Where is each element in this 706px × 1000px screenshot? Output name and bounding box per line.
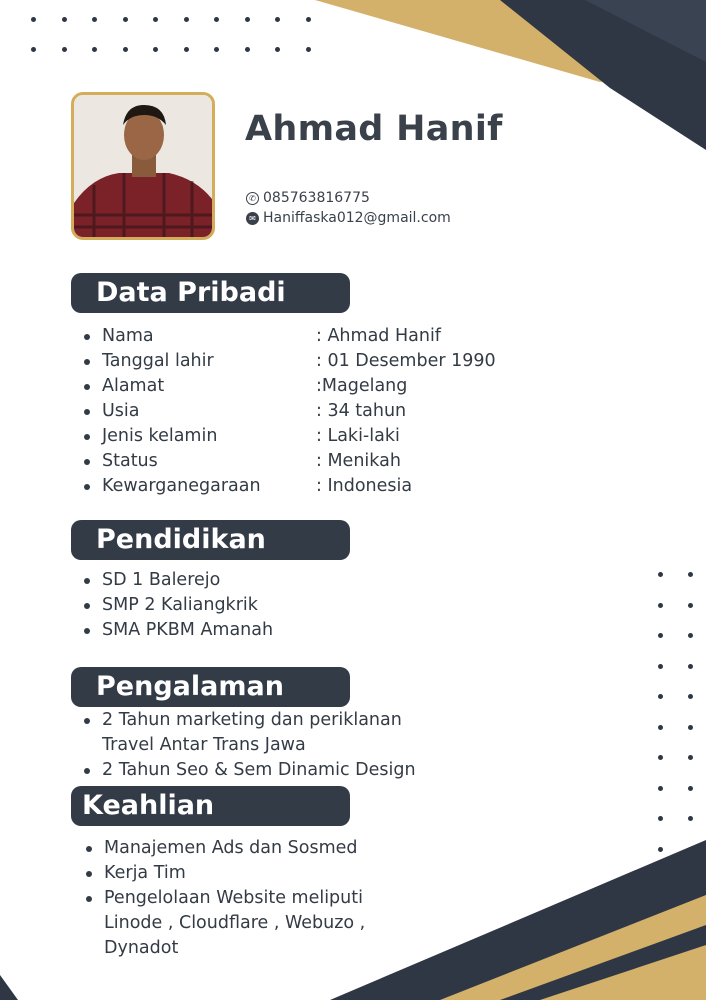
decorative-dot (153, 17, 158, 22)
decorative-dot (688, 603, 693, 608)
email-address: Haniffaska012@gmail.com (263, 210, 451, 226)
education-list (82, 568, 273, 643)
decorative-dot (306, 17, 311, 22)
decorative-dot (658, 572, 663, 577)
decorative-dot (688, 816, 693, 821)
section-title-skills: Keahlian (71, 786, 350, 826)
decorative-dot (688, 755, 693, 760)
decorative-dot (245, 47, 250, 52)
experience-list (82, 708, 416, 783)
section-title-experience: Pengalaman (71, 667, 350, 707)
decorative-dot (658, 755, 663, 760)
decorative-dot (658, 847, 663, 852)
list-item: Tanggal lahir : 01 Desember 1990 (82, 349, 496, 374)
decorative-dot (658, 786, 663, 791)
list-item: Nama : Ahmad Hanif (82, 324, 496, 349)
decorative-dot (658, 816, 663, 821)
phone-icon: ✆ (246, 192, 259, 205)
decorative-dot (688, 633, 693, 638)
decorative-dot (658, 694, 663, 699)
decorative-dot (658, 725, 663, 730)
decorative-dot (214, 17, 219, 22)
decorative-dot (688, 786, 693, 791)
decorative-dot (688, 847, 693, 852)
personal-data-list (82, 324, 496, 499)
skills-list (84, 836, 365, 961)
decorative-dot (688, 725, 693, 730)
list-item: SMA PKBM Amanah (82, 618, 273, 643)
bottom-left-corner (0, 975, 18, 1000)
decorative-dot (62, 47, 67, 52)
list-item: 2 Tahun Seo & Sem Dinamic Design (82, 758, 416, 783)
decorative-dot (306, 47, 311, 52)
decorative-dot (92, 17, 97, 22)
list-item: Pengelolaan Website meliputi Linode , Cloudflare , Webuzo , Dynadot (84, 886, 365, 961)
list-item: SD 1 Balerejo (82, 568, 273, 593)
list-item: SMP 2 Kaliangkrik (82, 593, 273, 618)
decorative-dot (184, 47, 189, 52)
phone-contact (246, 190, 370, 206)
profile-photo (71, 92, 215, 240)
decorative-dot (688, 572, 693, 577)
decorative-dot (184, 17, 189, 22)
section-title-education: Pendidikan (71, 520, 350, 560)
list-item: Manajemen Ads dan Sosmed (84, 836, 365, 861)
full-name: Ahmad Hanif (245, 109, 503, 149)
decorative-dot (688, 664, 693, 669)
list-item: Alamat :Magelang (82, 374, 496, 399)
list-item: Kewarganegaraan : Indonesia (82, 474, 496, 499)
decorative-dot (275, 17, 280, 22)
decorative-dot (92, 47, 97, 52)
decorative-dot (214, 47, 219, 52)
decorative-dot (123, 47, 128, 52)
decorative-dot (658, 603, 663, 608)
decorative-dot (62, 17, 67, 22)
decorative-dot (245, 17, 250, 22)
decorative-dot (153, 47, 158, 52)
decorative-dot (31, 17, 36, 22)
section-title-personal: Data Pribadi (71, 273, 350, 313)
decorative-dot (658, 664, 663, 669)
decorative-dot (275, 47, 280, 52)
decorative-dot (31, 47, 36, 52)
list-item: Kerja Tim (84, 861, 365, 886)
email-contact (246, 210, 451, 226)
list-item: Usia : 34 tahun (82, 399, 496, 424)
list-item: 2 Tahun marketing dan periklanan Travel Antar Trans Jawa (82, 708, 416, 758)
decorative-dot (688, 694, 693, 699)
mail-icon: ✉ (246, 212, 259, 225)
decorative-dot (658, 633, 663, 638)
list-item: Status : Menikah (82, 449, 496, 474)
phone-number: 085763816775 (263, 190, 370, 206)
decorative-dot (123, 17, 128, 22)
list-item: Jenis kelamin : Laki-laki (82, 424, 496, 449)
